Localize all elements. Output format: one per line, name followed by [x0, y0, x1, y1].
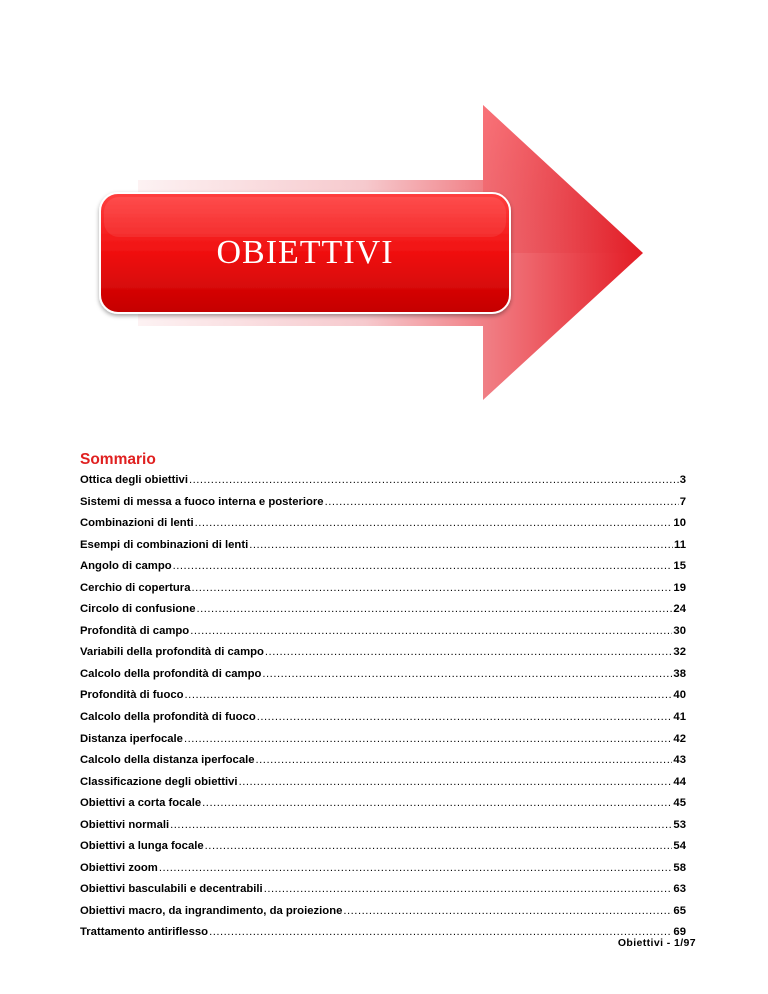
toc-entry-page: 63: [673, 883, 686, 896]
toc-dot-leader: [325, 496, 679, 508]
toc-entry[interactable]: [80, 668, 686, 690]
toc-entry-label: Variabili della profondità di campo: [80, 646, 264, 659]
toc-entry-page: 11: [674, 538, 686, 551]
toc-dot-leader: [190, 625, 672, 637]
toc-dot-leader: [265, 646, 673, 658]
toc-entry[interactable]: [80, 905, 686, 927]
toc-dot-leader: [189, 474, 679, 486]
toc-entry-page: 54: [673, 840, 686, 853]
toc-entry[interactable]: [80, 646, 686, 668]
toc-entry-label: Profondità di campo: [80, 624, 190, 637]
toc-entry-label: Obiettivi basculabili e decentrabili: [80, 883, 263, 896]
toc-entry-page: 30: [673, 624, 686, 637]
toc-entry[interactable]: [80, 517, 686, 539]
toc-entry[interactable]: [80, 926, 686, 948]
toc-entry-page: 58: [673, 861, 686, 874]
toc-entry-page: 15: [673, 560, 686, 573]
toc-entry-label: Sistemi di messa a fuoco interna e posteriore: [80, 495, 324, 508]
toc-entry-page: 32: [673, 646, 686, 659]
toc-entry-label: Profondità di fuoco: [80, 689, 184, 702]
toc-dot-leader: [185, 689, 673, 701]
toc-entry[interactable]: [80, 883, 686, 905]
toc-entry-page: 24: [673, 603, 686, 616]
toc-dot-leader: [257, 711, 673, 723]
toc-entry[interactable]: [80, 474, 686, 496]
toc-dot-leader: [195, 517, 673, 529]
toc-dot-leader: [173, 560, 673, 572]
toc-entry-label: Trattamento antiriflesso: [80, 926, 209, 939]
toc-entry[interactable]: [80, 840, 686, 862]
toc-entry-page: 42: [673, 732, 686, 745]
toc-entry-label: Cerchio di copertura: [80, 581, 191, 594]
toc-dot-leader: [343, 905, 672, 917]
toc-entry-page: 3: [679, 474, 686, 486]
toc-dot-leader: [191, 582, 672, 594]
page-footer: Obiettivi - 1/97: [617, 937, 696, 949]
toc-entry[interactable]: [80, 776, 686, 798]
toc-entry-label: Esempi di combinazioni di lenti: [80, 538, 249, 551]
toc-list: [80, 474, 686, 948]
toc-dot-leader: [264, 883, 673, 895]
toc-entry[interactable]: [80, 625, 686, 647]
toc-dot-leader: [170, 819, 672, 831]
toc-dot-leader: [196, 603, 672, 615]
toc-dot-leader: [249, 539, 673, 551]
toc-entry[interactable]: [80, 689, 686, 711]
toc-entry-label: Calcolo della profondità di fuoco: [80, 711, 256, 724]
toc-dot-leader: [205, 840, 673, 852]
toc-entry-page: 53: [673, 818, 686, 831]
toc-dot-leader: [256, 754, 673, 766]
toc-entry-label: Circolo di confusione: [80, 603, 196, 616]
toc-entry-label: Calcolo della distanza iperfocale: [80, 754, 255, 767]
toc-entry-label: Obiettivi macro, da ingrandimento, da proiezione: [80, 904, 343, 917]
toc-entry-page: 40: [673, 689, 686, 702]
toc-entry-page: 45: [673, 797, 686, 810]
toc-entry-label: Angolo di campo: [80, 560, 172, 573]
toc-entry-label: Classificazione degli obiettivi: [80, 775, 238, 788]
toc-dot-leader: [209, 926, 672, 938]
toc-entry-page: 65: [673, 904, 686, 917]
toc-entry[interactable]: [80, 539, 686, 561]
toc-entry-label: Obiettivi normali: [80, 818, 170, 831]
toc-dot-leader: [262, 668, 672, 680]
toc-entry-page: 10: [673, 517, 686, 530]
toc-dot-leader: [159, 862, 673, 874]
toc-entry-page: 38: [673, 667, 686, 680]
cover-title: OBIETTIVI: [216, 234, 394, 271]
toc-entry[interactable]: [80, 603, 686, 625]
toc-entry-label: Obiettivi a lunga focale: [80, 840, 204, 853]
toc-entry-page: 69: [673, 926, 686, 939]
toc-entry[interactable]: [80, 560, 686, 582]
toc-entry[interactable]: [80, 819, 686, 841]
toc-entry-page: 41: [673, 711, 686, 724]
toc-entry-page: 19: [673, 581, 686, 594]
toc-entry-label: Obiettivi zoom: [80, 861, 158, 874]
toc-entry-label: Distanza iperfocale: [80, 732, 183, 745]
toc-entry[interactable]: [80, 711, 686, 733]
toc-entry[interactable]: [80, 582, 686, 604]
toc-entry-page: 44: [673, 775, 686, 788]
toc-entry-label: Calcolo della profondità di campo: [80, 667, 262, 680]
toc-entry-page: 7: [679, 495, 686, 508]
toc-dot-leader: [184, 733, 672, 745]
cover-graphic: [0, 0, 768, 440]
toc-entry[interactable]: [80, 754, 686, 776]
toc-entry-label: Obiettivi a corta focale: [80, 797, 202, 810]
toc-entry-page: 43: [673, 754, 686, 767]
toc-dot-leader: [202, 797, 672, 809]
toc-heading: Sommario: [80, 451, 156, 468]
toc-entry[interactable]: [80, 496, 686, 518]
toc-entry-label: Combinazioni di lenti: [80, 517, 194, 530]
toc-entry[interactable]: [80, 733, 686, 755]
toc-entry[interactable]: [80, 797, 686, 819]
table-of-contents: [80, 450, 686, 948]
toc-dot-leader: [239, 776, 673, 788]
toc-entry-label: Ottica degli obiettivi: [80, 474, 188, 486]
toc-entry[interactable]: [80, 862, 686, 884]
